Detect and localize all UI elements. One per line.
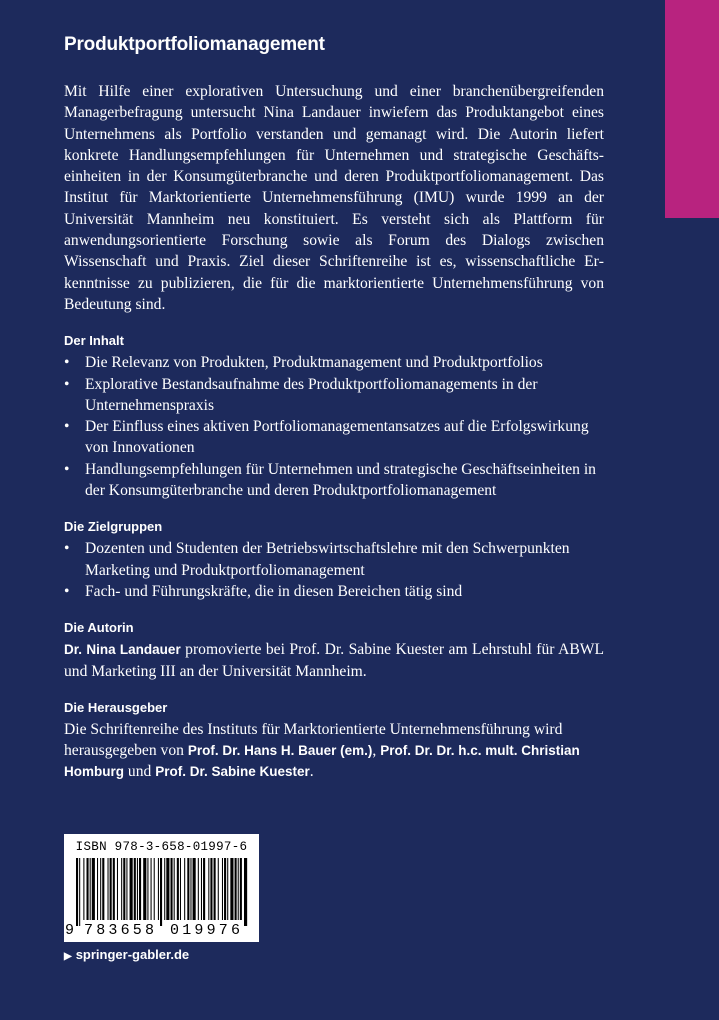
editor-name: Prof. Dr. Sabine Kuester	[155, 764, 310, 780]
bullet-icon: •	[64, 460, 70, 478]
barcode-bar	[208, 858, 209, 920]
barcode-bar	[210, 858, 212, 920]
barcode-digit-first: 9	[65, 922, 75, 939]
barcode-bars	[72, 858, 252, 926]
barcode-bar	[139, 858, 141, 920]
barcode-bar	[134, 858, 136, 920]
barcode-bar	[164, 858, 165, 920]
barcode-bar	[184, 858, 185, 920]
bullet-icon: •	[64, 418, 70, 436]
magenta-accent-bar	[665, 0, 719, 218]
barcode-bar	[92, 858, 95, 920]
barcode-bar	[117, 858, 118, 920]
barcode-bar	[90, 858, 91, 920]
barcode-bar	[230, 858, 233, 920]
barcode-bar	[244, 858, 247, 926]
list-inhalt	[64, 352, 604, 501]
heading-zielgruppen: Die Zielgruppen	[64, 519, 163, 535]
list-item: • Dozenten und Studenten der Betriebswirtschaftslehre mit den Schwerpunkten Marketing und Produktportfoliomanagement	[64, 540, 570, 579]
barcode-bar	[174, 858, 175, 920]
editor-name: Prof. Dr. Dr. h.c. mult. Christian Homburg	[64, 743, 580, 780]
barcode-bar	[130, 858, 133, 920]
list-item: • Der Einfluss eines aktiven Portfoliomanagementansatzes auf die Erfolgswirkung von Innovationen	[64, 418, 589, 457]
bullet-icon: •	[64, 540, 70, 558]
barcode-digits-left: 783658	[84, 922, 158, 939]
barcode-bar	[151, 858, 152, 920]
barcode-bar	[240, 858, 242, 920]
list-zielgruppen	[64, 538, 604, 602]
barcode-bar	[222, 858, 223, 920]
heading-herausgeber: Die Herausgeber	[64, 699, 168, 715]
barcode-bar	[160, 858, 162, 926]
barcode-bar	[137, 858, 138, 920]
list-item: • Explorative Bestandsaufnahme des Produktportfoliomanagements in der Unternehmenspraxis	[64, 375, 538, 414]
barcode-bar	[227, 858, 228, 920]
barcode-bar	[123, 858, 125, 920]
barcode-bar	[100, 858, 101, 920]
barcode-bar	[97, 858, 98, 920]
heading-inhalt: Der Inhalt	[64, 333, 124, 349]
back-cover-text	[64, 34, 604, 783]
author-name: Dr. Nina Landauer	[64, 642, 181, 658]
barcode-bar	[102, 858, 104, 920]
publisher-website[interactable]: ▶ springer-gabler.de	[64, 947, 190, 962]
bullet-icon: •	[64, 354, 70, 372]
page-title: Produktportfoliomanagement	[64, 34, 325, 55]
intro-paragraph: Mit Hilfe einer explorativen Untersuchung und einer branchenübergreifenden Managerbefragung untersucht Nina Landauer inwiefern das Produktangebot eines Unternehmens als Portfolio verstanden und gemanagt wird. Die Autorin liefert konkrete Handlungsempfehlungen für Unternehmen und strategische Geschäftseinheiten in der Konsumgüterbranche und deren Produktportfoliomanagement. Das Institut für Marktorientierte Unternehmensführung (IMU) wurde 1999 an der Universität Mannheim neu konstituiert. Es versteht sich als Plattform für anwendungsorientierte Forschung sowie als Forum des Dialogs zwischen Wissenschaft und Praxis. Ziel dieser Schriftenreihe ist es, wissenschaftliche Erkenntnisse zu publizieren, die für die marktorientierte Unternehmensführung von Bedeutung sind.	[64, 83, 604, 313]
barcode-bar	[177, 858, 179, 920]
list-item: • Fach- und Führungskräfte, die in diesen Bereichen tätig sind	[64, 581, 604, 602]
barcode-bar	[126, 858, 127, 920]
barcode-bar	[190, 858, 191, 920]
barcode-bar	[224, 858, 226, 920]
barcode-bar	[110, 858, 112, 920]
barcode-bar	[154, 858, 155, 920]
barcode-bar	[235, 858, 237, 920]
list-item: • Die Relevanz von Produkten, Produktmanagement und Produktportfolios	[64, 352, 604, 373]
barcode-bar	[166, 858, 169, 920]
barcode-bar	[180, 858, 181, 920]
editor-name: Prof. Dr. Hans H. Bauer (em.)	[187, 743, 373, 759]
barcode-bar	[83, 858, 84, 920]
bullet-icon: •	[64, 582, 70, 600]
barcode-bar	[147, 858, 148, 920]
barcode-bar	[121, 858, 122, 920]
barcode-bar	[238, 858, 239, 920]
barcode-bar	[218, 858, 219, 920]
barcode-bar	[158, 858, 159, 920]
bullet-icon: •	[64, 375, 70, 393]
barcode-bar	[79, 858, 80, 926]
barcode-bar	[143, 858, 146, 920]
list-item: • Handlungsempfehlungen für Unternehmen und strategische Geschäftseinheiten in der Konsumgüterbranche und deren Produktportfoliomanagement	[64, 460, 596, 500]
barcode-bar	[87, 858, 89, 920]
autorin-paragraph: Dr. Nina Landauer promovierte bei Prof. Dr. Sabine Kuester am Lehrstuhl für ABWL und Marketing III an der Universität Mannheim.	[64, 641, 605, 680]
barcode-bar	[113, 858, 115, 920]
barcode-bar	[203, 858, 205, 920]
barcode-bar	[108, 858, 109, 920]
barcode-bar	[187, 858, 189, 920]
barcode-digits-right: 019976	[170, 922, 244, 939]
barcode-bar	[214, 858, 216, 920]
arrow-right-icon: ▶	[64, 951, 72, 962]
heading-autorin: Die Autorin	[64, 620, 134, 636]
barcode-bar	[76, 858, 78, 926]
herausgeber-paragraph: Die Schriftenreihe des Instituts für Marktorientierte Unternehmensführung wird herausgegeben von Prof. Dr. Hans H. Bauer (em.), Prof. Dr. Dr. h.c. mult. Christian Homburg und Prof. Dr. Sabine Kuester.	[64, 720, 580, 781]
barcode-bar	[201, 858, 202, 920]
barcode-bar	[193, 858, 196, 920]
barcode-bar	[171, 858, 173, 920]
barcode-bar	[198, 858, 199, 920]
isbn-label: ISBN 978-3-658-01997-6	[75, 840, 248, 854]
isbn-barcode	[64, 834, 259, 942]
